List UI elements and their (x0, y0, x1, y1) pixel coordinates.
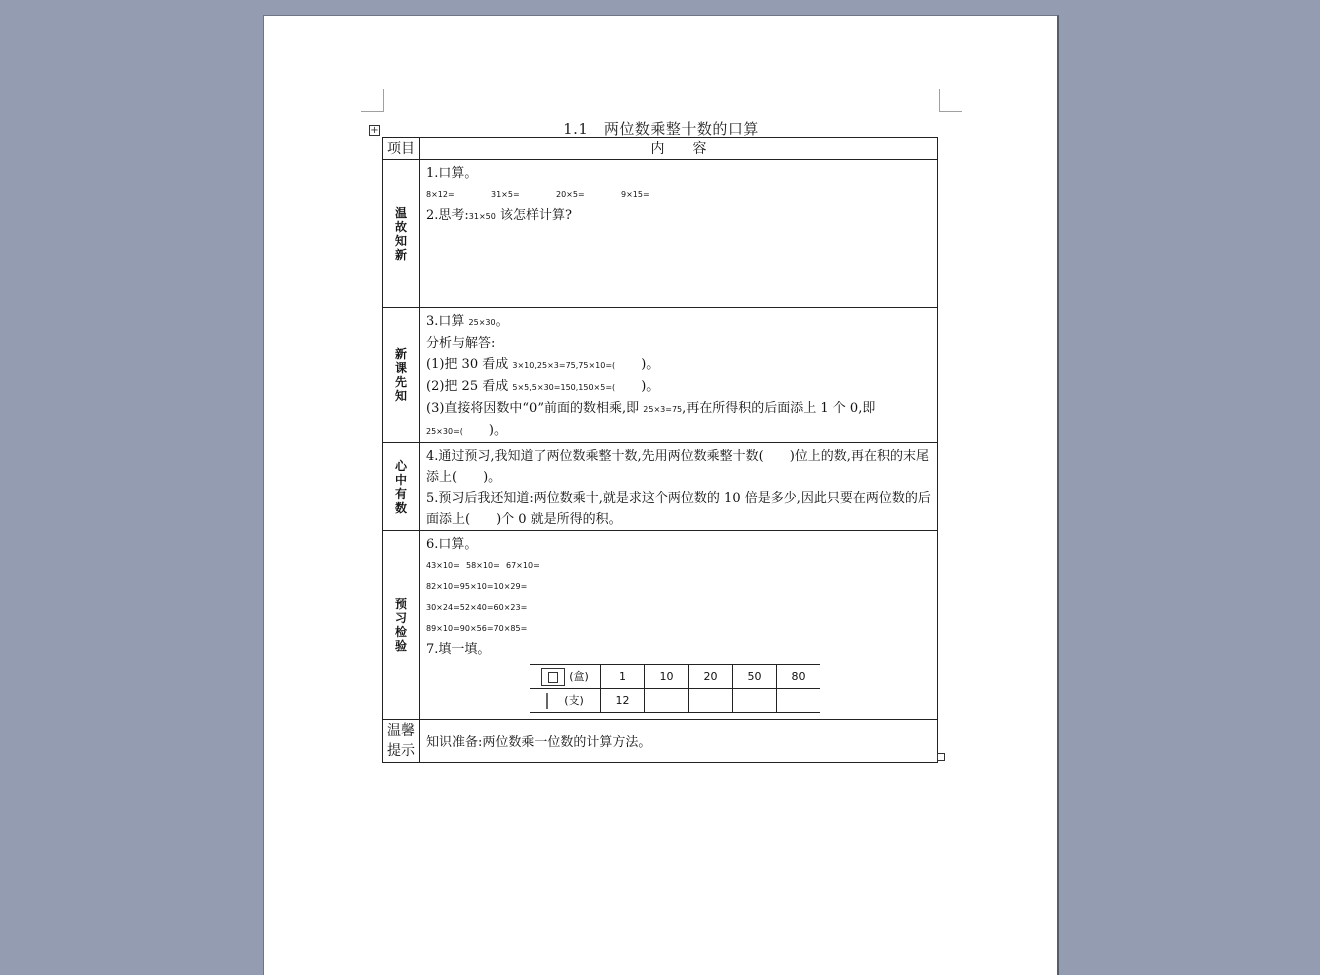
question-1: 1.口算。 (426, 166, 478, 181)
fill-row-pencils (530, 689, 820, 713)
section-label-mind: 心 中 有 数 (383, 443, 420, 531)
header-content: 内 容 (420, 138, 938, 160)
section-check (383, 531, 938, 720)
step-2: (2)把 25 看成 5×5,5×30=150,150×5=( )。 (426, 379, 660, 394)
question-7: 7.填一填。 (426, 642, 491, 657)
section-label-tip: 温馨提示 (383, 720, 420, 763)
section-content-new[interactable] (420, 308, 938, 443)
section-mind (383, 443, 938, 531)
fill-cell: 20 (689, 665, 733, 689)
fill-cell[interactable] (733, 689, 777, 713)
fill-cell: 50 (733, 665, 777, 689)
margin-corner-top-left (361, 89, 384, 112)
table-resize-icon[interactable] (937, 753, 945, 761)
worksheet-table (382, 137, 938, 763)
fill-row-pencils-label: (支) (530, 689, 601, 713)
document-page (263, 15, 1059, 975)
question-4: 4.通过预习,我知道了两位数乘整十数,先用两位数乘整十数( )位上的数,再在积的末尾添上( )。 (426, 449, 929, 485)
analysis-label: 分析与解答: (426, 336, 496, 351)
question-1-items: 8×12= 31×5= 20×5= 9×15= (426, 190, 650, 199)
section-content-check[interactable] (420, 531, 938, 720)
step-1: (1)把 30 看成 3×10,25×3=75,75×10=( )。 (426, 357, 660, 372)
table-header-row (383, 138, 938, 160)
fill-row-boxes-label: (盒) (530, 665, 601, 689)
section-review (383, 160, 938, 308)
question-3: 3.口算 25×30。 (426, 314, 509, 329)
section-label-check: 预 习 检 验 (383, 531, 420, 720)
section-label-new: 新 课 先 知 (383, 308, 420, 443)
question-2: 2.思考:31×50 该怎样计算? (426, 208, 572, 223)
fill-cell: 80 (777, 665, 821, 689)
question-5: 5.预习后我还知道:两位数乘十,就是求这个两位数的 10 倍是多少,因此只要在两位数的后面添上( )个 0 就是所得的积。 (426, 491, 931, 527)
fill-cell[interactable] (777, 689, 821, 713)
step-3-line2: 25×30=( )。 (426, 423, 507, 438)
table-move-icon[interactable]: + (370, 125, 379, 136)
section-tip (383, 720, 938, 763)
fill-cell[interactable] (689, 689, 733, 713)
fill-cell: 1 (601, 665, 645, 689)
section-content-review[interactable] (420, 160, 938, 308)
fill-cell[interactable]: 12 (601, 689, 645, 713)
question-6-row-2: 82×10=95×10=10×29= (426, 582, 528, 591)
section-content-tip[interactable]: 知识准备:两位数乘一位数的计算方法。 (420, 720, 938, 763)
question-6-row-1: 43×10= 58×10= 67×10= (426, 561, 540, 570)
section-label-review: 温 故 知 新 (383, 160, 420, 308)
pencil-icon (546, 693, 548, 709)
question-6: 6.口算。 (426, 537, 478, 552)
section-content-mind[interactable] (420, 443, 938, 531)
fill-cell: 10 (645, 665, 689, 689)
section-new (383, 308, 938, 443)
header-item: 项目 (383, 138, 420, 160)
question-6-row-3: 30×24=52×40=60×23= (426, 603, 528, 612)
margin-corner-top-right (939, 89, 962, 112)
fill-cell[interactable] (645, 689, 689, 713)
fill-row-boxes (530, 665, 820, 689)
step-3: (3)直接将因数中“0”前面的数相乘,即 25×3=75,再在所得积的后面添上 1 个 0,即 (426, 401, 876, 416)
page-title: 1.1 两位数乘整十数的口算 (563, 120, 759, 138)
question-6-row-4: 89×10=90×56=70×85= (426, 624, 528, 633)
box-icon (541, 668, 565, 686)
fill-table (530, 664, 820, 713)
